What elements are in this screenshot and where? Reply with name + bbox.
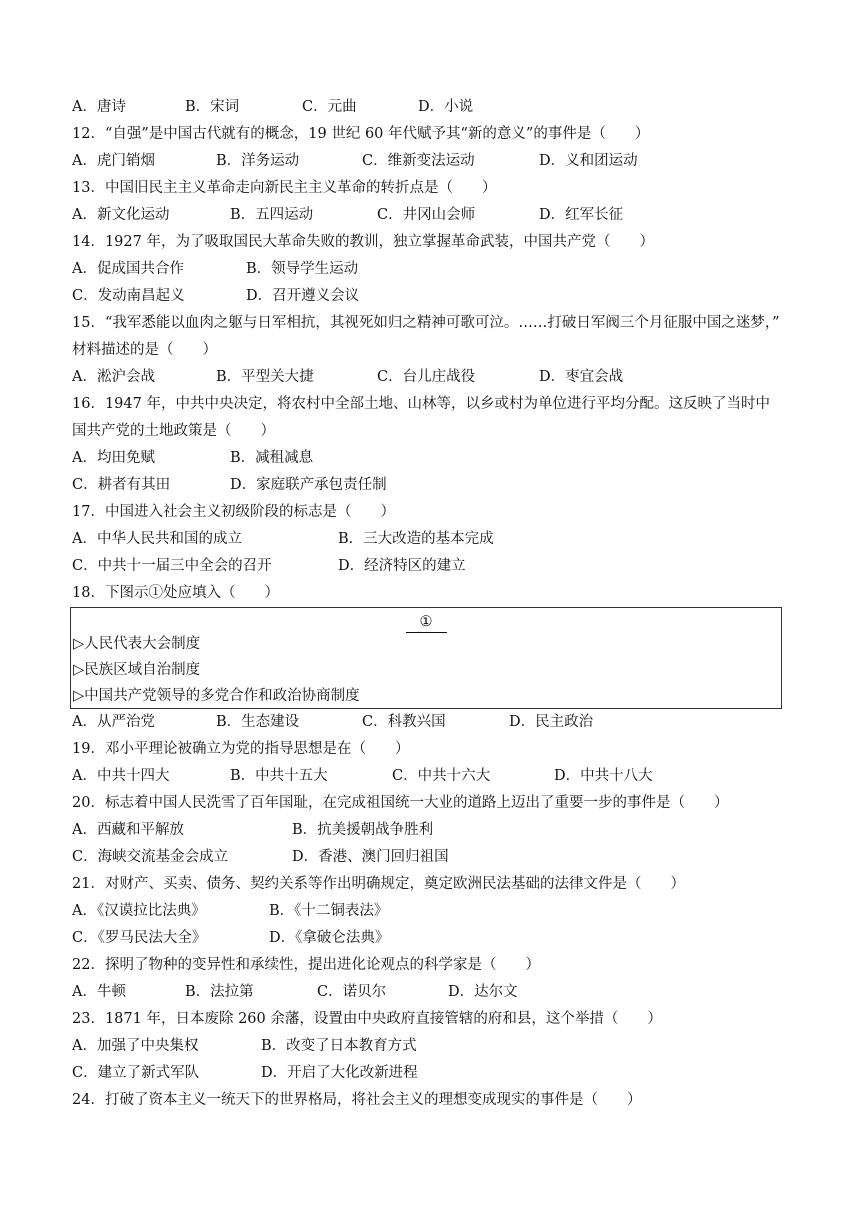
q19-options xyxy=(72,763,788,790)
q19-option-a[interactable]: A．中共十四大 xyxy=(72,768,170,784)
q22-option-c[interactable]: C．诺贝尔 xyxy=(317,984,387,1000)
q17-option-a[interactable]: A．中华人民共和国的成立 xyxy=(72,531,242,547)
q22-option-a[interactable]: A．牛顿 xyxy=(72,984,126,1000)
q24-stem: 24．打破了资本主义一统天下的世界格局，将社会主义的理想变成现实的事件是（ ） xyxy=(72,1092,642,1108)
q17-stem: 17．中国进入社会主义初级阶段的标志是（ ） xyxy=(72,504,395,520)
q16-option-a[interactable]: A．均田免赋 xyxy=(72,450,155,466)
q21-option-a[interactable]: A．《汉谟拉比法典》 xyxy=(72,903,206,919)
q20-stem: 20．标志着中国人民洗雪了百年国耻，在完成祖国统一大业的道路上迈出了重要一步的事件是（ ） xyxy=(72,795,729,811)
q20-options-row1 xyxy=(72,817,788,844)
q12-options xyxy=(72,148,788,175)
q14-stem: 14．1927 年，为了吸取国民大革命失败的教训，独立掌握革命武装，中国共产党（ ） xyxy=(72,234,654,250)
q20-option-c[interactable]: C．海峡交流基金会成立 xyxy=(72,849,229,865)
q13-options xyxy=(72,202,788,229)
q18-blank-marker: ① xyxy=(406,612,447,633)
q18-options xyxy=(72,709,788,736)
q23-option-b[interactable]: B．改变了日本教育方式 xyxy=(261,1038,417,1054)
q22-options xyxy=(72,979,788,1006)
q15-option-c[interactable]: C．台儿庄战役 xyxy=(377,369,476,385)
q19-stem: 19．邓小平理论被确立为党的指导思想是在（ ） xyxy=(72,741,410,757)
q21-option-b[interactable]: B．《十二铜表法》 xyxy=(269,903,389,919)
q13-option-a[interactable]: A．新文化运动 xyxy=(72,207,170,223)
q12-stem: 12．“自强”是中国古代就有的概念，19 世纪 60 年代赋予其“新的意义”的事件是（ ） xyxy=(72,126,650,142)
q18-diagram-box xyxy=(70,607,782,709)
q14-option-c[interactable]: C．发动南昌起义 xyxy=(72,288,185,304)
q18-stem: 18．下图示①处应填入（ ） xyxy=(72,585,279,601)
q20-option-d[interactable]: D．香港、澳门回归祖国 xyxy=(292,849,449,865)
q15-stem-line1: 15．“我军悉能以血肉之躯与日军相抗，其视死如归之精神可歌可泣。……打破日军阀三个月征服中国之迷梦，” xyxy=(72,315,780,331)
q18-box-item-2: ▷民族区域自治制度 xyxy=(73,662,201,678)
q16-stem-line2: 国共产党的土地政策是（ ） xyxy=(72,423,275,439)
q19-option-d[interactable]: D．中共十八大 xyxy=(554,768,653,784)
q23-option-d[interactable]: D．开启了大化改新进程 xyxy=(261,1065,418,1081)
q14-options-row2 xyxy=(72,283,788,310)
q21-stem: 21．对财产、买卖、债务、契约关系等作出明确规定，奠定欧洲民法基础的法律文件是（ ） xyxy=(72,876,685,892)
q23-options-row1 xyxy=(72,1033,788,1060)
q22-option-b[interactable]: B．法拉第 xyxy=(185,984,254,1000)
q12-option-c[interactable]: C．维新变法运动 xyxy=(362,153,475,169)
q18-box-item-3: ▷中国共产党领导的多党合作和政治协商制度 xyxy=(73,688,360,704)
q13-option-c[interactable]: C．井冈山会师 xyxy=(377,207,476,223)
q15-option-b[interactable]: B．平型关大捷 xyxy=(216,369,314,385)
q14-options-row1 xyxy=(72,256,788,283)
q16-option-b[interactable]: B．减租减息 xyxy=(230,450,314,466)
q11-option-a[interactable]: A．唐诗 xyxy=(72,99,126,115)
q19-option-c[interactable]: C．中共十六大 xyxy=(392,768,491,784)
q21-options-row1 xyxy=(72,898,788,925)
q16-option-d[interactable]: D．家庭联产承包责任制 xyxy=(230,477,387,493)
q15-option-d[interactable]: D．枣宜会战 xyxy=(539,369,624,385)
q13-stem: 13．中国旧民主主义革命走向新民主主义革命的转折点是（ ） xyxy=(72,180,497,196)
q23-options-row2 xyxy=(72,1060,788,1087)
q14-option-d[interactable]: D．召开遵义会议 xyxy=(246,288,360,304)
q14-option-b[interactable]: B．领导学生运动 xyxy=(246,261,359,277)
q17-option-d[interactable]: D．经济特区的建立 xyxy=(338,558,466,574)
q11-option-c[interactable]: C．元曲 xyxy=(302,99,357,115)
q12-option-d[interactable]: D．义和团运动 xyxy=(539,153,638,169)
q20-option-b[interactable]: B．抗美援朝战争胜利 xyxy=(292,822,434,838)
q22-option-d[interactable]: D．达尔文 xyxy=(448,984,518,1000)
q17-options-row2 xyxy=(72,553,788,580)
q23-stem: 23．1871 年，日本废除 260 余藩，设置由中央政府直接管辖的府和县，这个举措（ ） xyxy=(72,1011,662,1027)
q11-options xyxy=(72,94,788,121)
q18-option-d[interactable]: D．民主政治 xyxy=(509,714,594,730)
q16-options-row2 xyxy=(72,472,788,499)
q18-box-item-1: ▷人民代表大会制度 xyxy=(73,636,201,652)
q16-options-row1 xyxy=(72,445,788,472)
q18-box-title xyxy=(71,610,781,634)
q13-option-d[interactable]: D．红军长征 xyxy=(539,207,624,223)
q15-options xyxy=(72,364,788,391)
q11-option-d[interactable]: D．小说 xyxy=(418,99,474,115)
q11-option-b[interactable]: B．宋词 xyxy=(185,99,240,115)
q16-stem-line1: 16．1947 年，中共中央决定，将农村中全部土地、山林等，以乡或村为单位进行平均分配。这反映了当时中 xyxy=(72,396,770,412)
q21-option-c[interactable]: C．《罗马民法大全》 xyxy=(72,930,207,946)
q13-option-b[interactable]: B．五四运动 xyxy=(230,207,314,223)
q19-option-b[interactable]: B．中共十五大 xyxy=(230,768,328,784)
q17-options-row1 xyxy=(72,526,788,553)
q21-options-row2 xyxy=(72,925,788,952)
q12-option-b[interactable]: B．洋务运动 xyxy=(216,153,300,169)
q17-option-c[interactable]: C．中共十一届三中全会的召开 xyxy=(72,558,272,574)
q18-option-b[interactable]: B．生态建设 xyxy=(216,714,300,730)
q15-stem-line2: 材料描述的是（ ） xyxy=(72,342,217,358)
q23-option-c[interactable]: C．建立了新式军队 xyxy=(72,1065,200,1081)
q21-option-d[interactable]: D．《拿破仑法典》 xyxy=(269,930,390,946)
q12-option-a[interactable]: A．虎门销烟 xyxy=(72,153,155,169)
exam-page xyxy=(72,94,788,1114)
q18-option-a[interactable]: A．从严治党 xyxy=(72,714,155,730)
q23-option-a[interactable]: A．加强了中央集权 xyxy=(72,1038,199,1054)
q17-option-b[interactable]: B．三大改造的基本完成 xyxy=(338,531,494,547)
q20-options-row2 xyxy=(72,844,788,871)
q16-option-c[interactable]: C．耕者有其田 xyxy=(72,477,171,493)
q18-option-c[interactable]: C．科教兴国 xyxy=(362,714,446,730)
q20-option-a[interactable]: A．西藏和平解放 xyxy=(72,822,184,838)
q14-option-a[interactable]: A．促成国共合作 xyxy=(72,261,184,277)
q22-stem: 22．探明了物种的变异性和承续性，提出进化论观点的科学家是（ ） xyxy=(72,957,540,973)
q15-option-a[interactable]: A．淞沪会战 xyxy=(72,369,155,385)
